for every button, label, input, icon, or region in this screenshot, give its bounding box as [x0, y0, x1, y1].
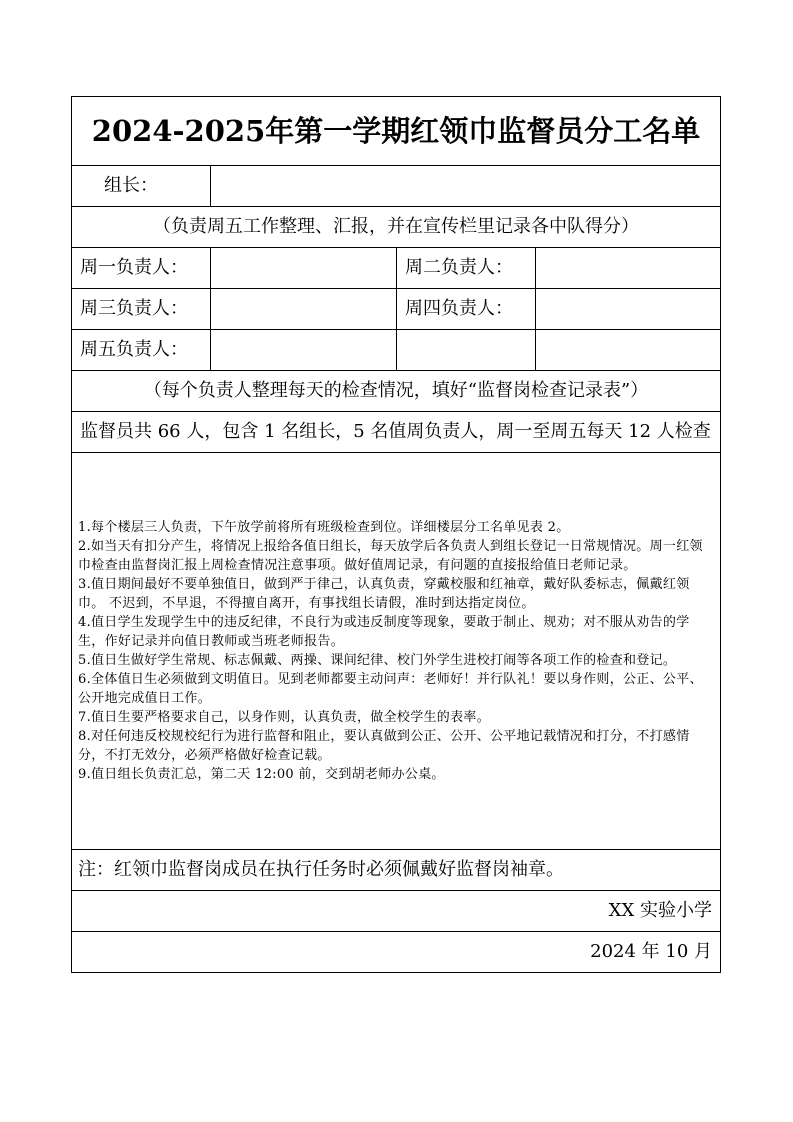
- tuesday-head-label: 周二负责人：: [397, 248, 536, 289]
- rules-list: [72, 453, 721, 850]
- document-title: 2024-2025年第一学期红领巾监督员分工名单: [72, 97, 721, 166]
- school-name: XX 实验小学: [72, 891, 721, 932]
- monday-head-label: 周一负责人：: [72, 248, 211, 289]
- heads-row-3: [72, 330, 721, 371]
- rule-item: 7.值日生要严格要求自己，以身作则，认真负责，做全校学生的表率。: [78, 710, 491, 725]
- leader-duty-row: [72, 207, 721, 248]
- wednesday-head-label: 周三负责人：: [72, 289, 211, 330]
- rule-item: 8.对任何违反校规校纪行为进行监督和阻止，要认真做到公正、公开、公平地记载情况和打分，不打感情分，不打无效分，必须严格做好检查记载。: [78, 729, 690, 763]
- rule-item: 6.全体值日生必须做到文明值日。见到老师都要主动问声：老师好！并行队礼！要以身作则，公正、公平、公开地完成值日工作。: [78, 672, 703, 706]
- summary-row: [72, 412, 721, 453]
- leader-value: [211, 166, 721, 207]
- tuesday-head-value: [536, 248, 721, 289]
- leader-label: 组长：: [72, 166, 211, 207]
- rule-item: 9.值日组长负责汇总，第二天 12:00 前，交到胡老师办公桌。: [78, 767, 445, 782]
- friday-head-label: 周五负责人：: [72, 330, 211, 371]
- school-row: [72, 891, 721, 932]
- rule-item: 4.值日学生发现学生中的违反纪律，不良行为或违反制度等现象，要敢于制止、规劝；对不服从劝告的学生，作好记录并向值日教师或当班老师报告。: [78, 615, 690, 649]
- rule-item: 2.如当天有扣分产生，将情况上报给各值日组长，每天放学后各负责人到组长登记一日常规情况。周一红领巾检查由监督岗汇报上周检查情况注意事项。做好值周记录，有问题的直接报给值日老师记录。: [78, 539, 703, 573]
- rule-item: 1.每个楼层三人负责，下午放学前将所有班级检查到位。详细楼层分工名单见表 2。: [78, 520, 570, 535]
- empty-cell: [397, 330, 536, 371]
- wednesday-head-value: [211, 289, 397, 330]
- friday-head-value: [211, 330, 397, 371]
- thursday-head-value: [536, 289, 721, 330]
- rules-row: [72, 453, 721, 850]
- roster-table: [71, 96, 721, 973]
- heads-row-1: [72, 248, 721, 289]
- note-text: 注：红领巾监督岗成员在执行任务时必须佩戴好监督岗袖章。: [72, 850, 721, 891]
- leader-row: [72, 166, 721, 207]
- heads-row-2: [72, 289, 721, 330]
- rule-item: 3.值日期间最好不要单独值日，做到严于律己，认真负责，穿戴校服和红袖章，戴好队委标志，佩戴红领巾。 不迟到，不早退，不得擅自离开，有事找组长请假，准时到达指定岗位。: [78, 577, 690, 611]
- title-row: [72, 97, 721, 166]
- heads-duty-text: （每个负责人整理每天的检查情况，填好“监督岗检查记录表”）: [72, 371, 721, 412]
- thursday-head-label: 周四负责人：: [397, 289, 536, 330]
- date-row: [72, 932, 721, 973]
- leader-duty-text: （负责周五工作整理、汇报，并在宣传栏里记录各中队得分）: [72, 207, 721, 248]
- document-date: 2024 年 10 月: [72, 932, 721, 973]
- rule-item: 5.值日生做好学生常规、标志佩戴、两操、课间纪律、校门外学生进校打闹等各项工作的检查和登记。: [78, 653, 677, 668]
- heads-duty-row: [72, 371, 721, 412]
- empty-cell: [536, 330, 721, 371]
- note-row: [72, 850, 721, 891]
- monday-head-value: [211, 248, 397, 289]
- summary-text: 监督员共 66 人，包含 1 名组长，5 名值周负责人，周一至周五每天 12 人检查: [72, 412, 721, 453]
